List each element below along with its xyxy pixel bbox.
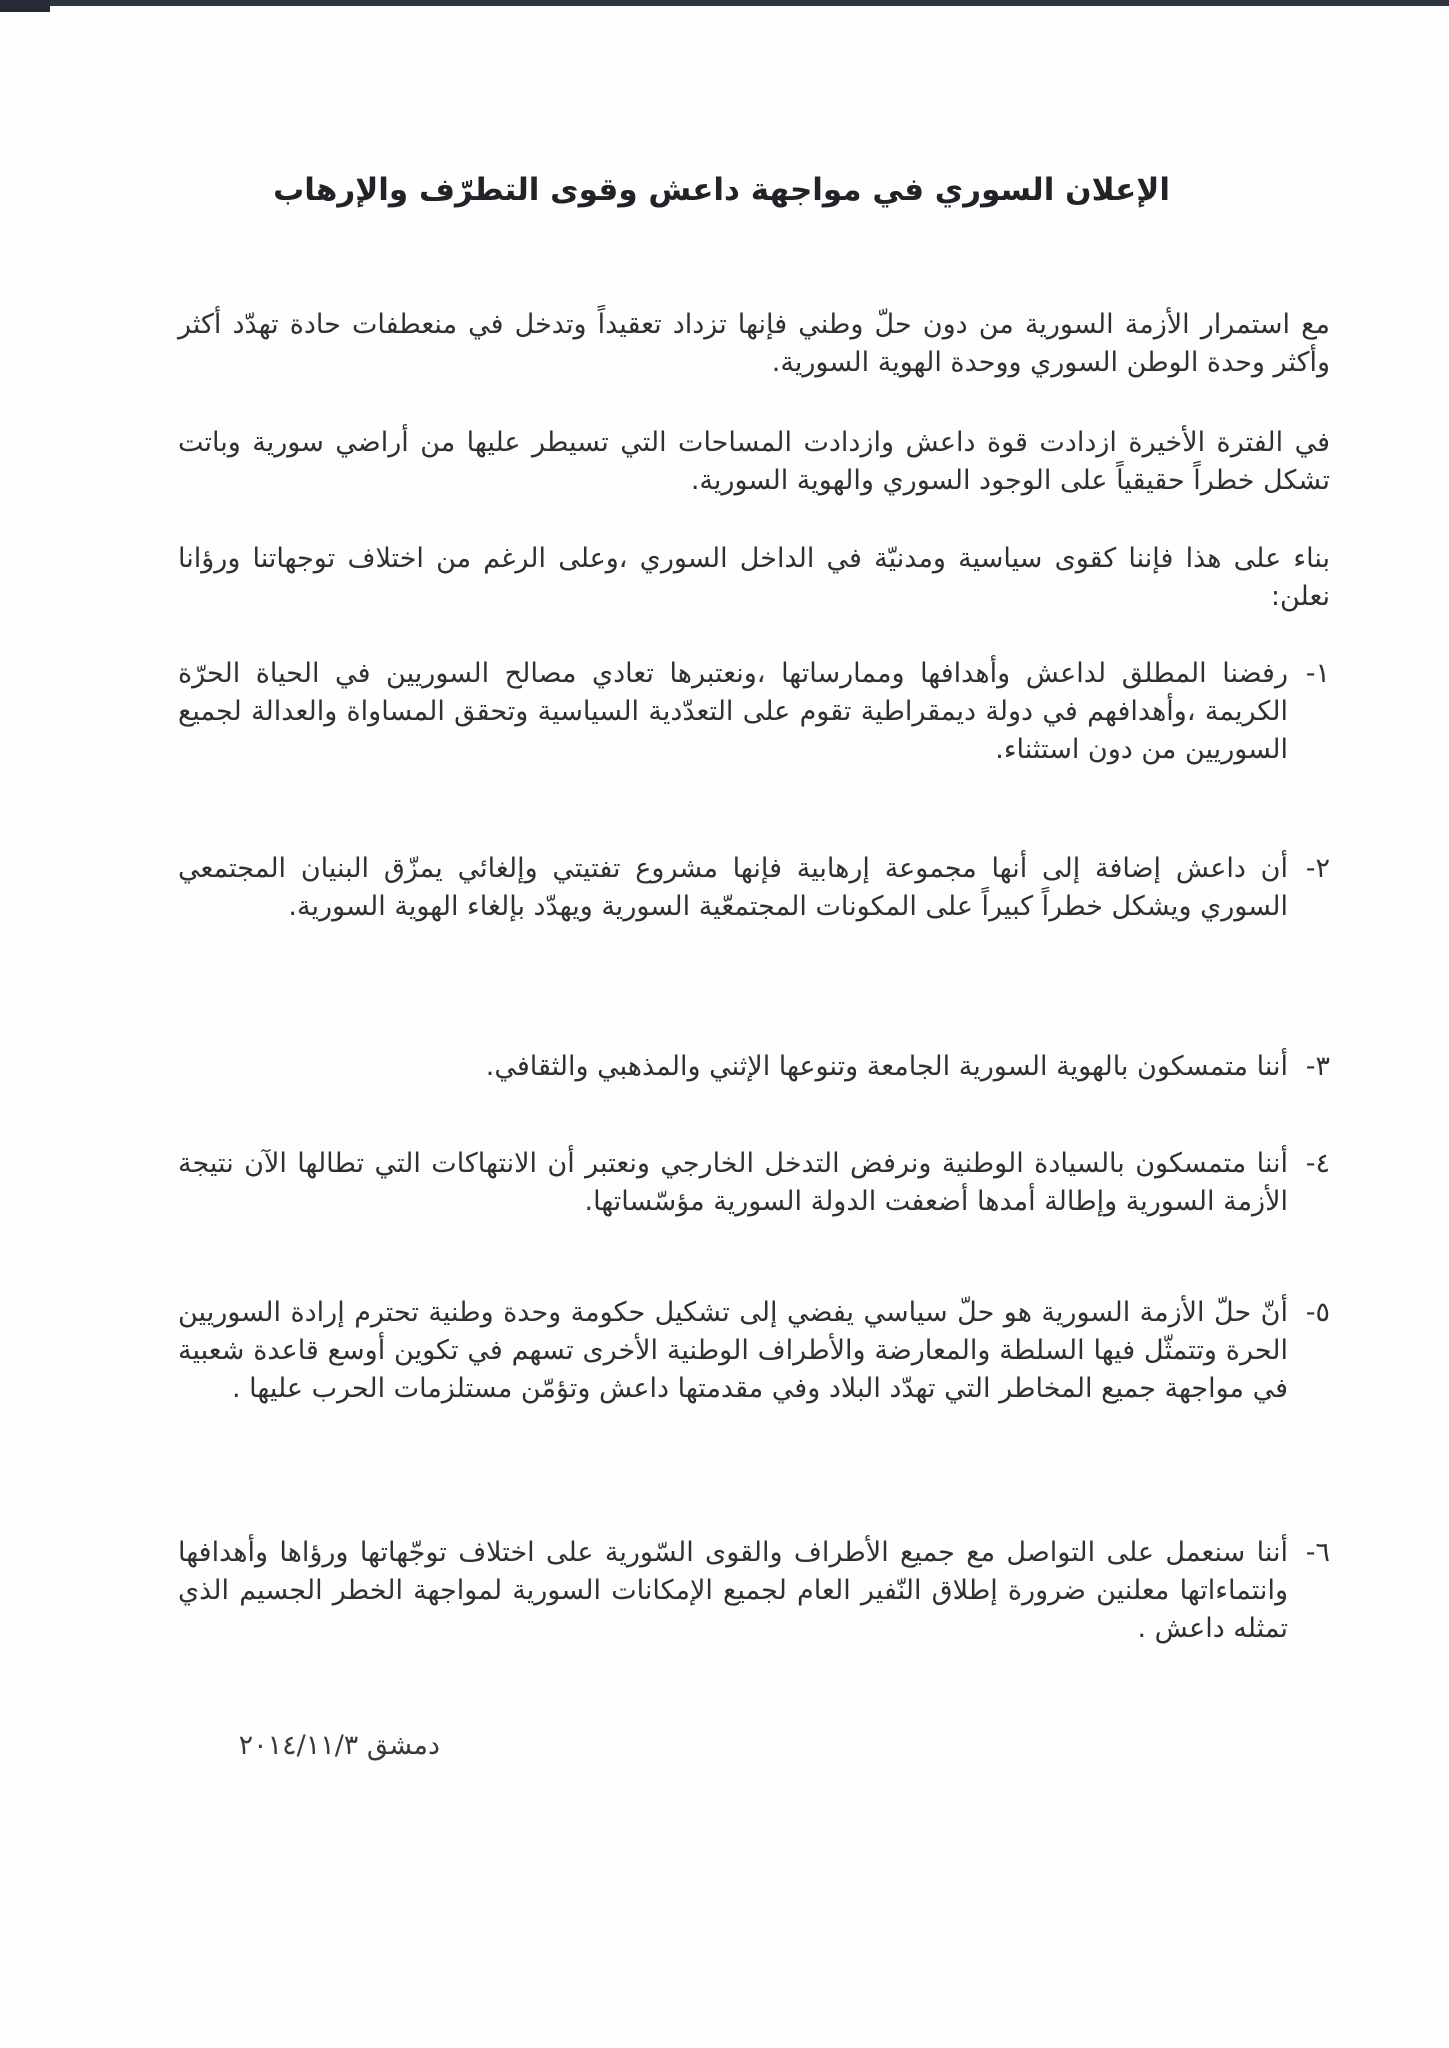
list-item-number: ٢- <box>1305 853 1330 884</box>
list-item <box>178 1294 1330 1408</box>
paragraph-context: في الفترة الأخيرة ازدادت قوة داعش وازدادت المساحات التي تسيطر عليها من أراضي سورية وباتت تشكل خطراً حقيقياً على الوجود السوري والهوية السورية. <box>178 427 1330 496</box>
scanner-edge-corner <box>0 0 50 12</box>
list-item <box>178 655 1330 769</box>
list-item-text: رفضنا المطلق لداعش وأهدافها وممارساتها ،ونعتبرها تعادي مصالح السوريين في الحياة الحرّة الكريمة ،وأهدافهم في دولة ديمقراطية تقوم على التعدّدية السياسية وتحقق المساواة والعدالة لجميع السوريين من دون استثناء. <box>178 658 1288 765</box>
paragraph-intro: مع استمرار الأزمة السورية من دون حلّ وطني فإنها تزداد تعقيداً وتدخل في منعطفات حادة تهدّد أكثر وأكثر وحدة الوطن السوري ووحدة الهوية السورية. <box>178 309 1330 378</box>
document-title: الإعلان السوري في مواجهة داعش وقوى التطرّف والإرهاب <box>273 172 1170 208</box>
paragraph-declaration: بناء على هذا فإننا كقوى سياسية ومدنيّة في الداخل السوري ،وعلى الرغم من اختلاف توجهاتنا ورؤانا نعلن: <box>178 543 1330 612</box>
list-item-text: أنّ حلّ الأزمة السورية هو حلّ سياسي يفضي إلى تشكيل حكومة وحدة وطنية تحترم إرادة السوريين الحرة وتتمثّل فيها السلطة والمعارضة والأطراف الوطنية الأخرى تسهم في تكوين أوسع قاعدة شعبية في مواجهة جميع المخاطر التي تهدّد البلاد وفي مقدمتها داعش وتؤمّن مستلزمات الحرب عليها . <box>178 1297 1288 1404</box>
list-item <box>178 1534 1330 1648</box>
place-and-date: دمشق ٢٠١٤/١١/٣ <box>238 1730 440 1761</box>
list-item-number: ٣- <box>1305 1051 1330 1082</box>
list-item-number: ٤- <box>1305 1148 1330 1179</box>
list-item-text: أننا سنعمل على التواصل مع جميع الأطراف والقوى السّورية على اختلاف توجّهاتها ورؤاها وأهدافها وانتماءاتها معلنين ضرورة إطلاق النّفير العام لجميع الإمكانات السورية لمواجهة الخطر الجسيم الذي تمثله داعش . <box>178 1537 1288 1644</box>
list-item <box>178 1145 1330 1221</box>
list-item-number: ٦- <box>1305 1537 1330 1568</box>
list-item-text: أننا متمسكون بالهوية السورية الجامعة وتنوعها الإثني والمذهبي والثقافي. <box>485 1051 1288 1082</box>
list-item <box>178 1048 1330 1086</box>
list-item-text: أننا متمسكون بالسيادة الوطنية ونرفض التدخل الخارجي ونعتبر أن الانتهاكات التي تطالها الآن نتيجة الأزمة السورية وإطالة أمدها أضعفت الدولة السورية مؤسّساتها. <box>178 1148 1288 1217</box>
list-item-number: ١- <box>1305 658 1330 689</box>
scanner-edge-strip <box>0 0 1449 6</box>
list-item <box>178 850 1330 926</box>
list-item-number: ٥- <box>1305 1297 1330 1328</box>
list-item-text: أن داعش إضافة إلى أنها مجموعة إرهابية فإنها مشروع تفتيتي وإلغائي يمزّق البنيان المجتمعي السوري ويشكل خطراً كبيراً على المكونات المجتمعّية السورية ويهدّد بإلغاء الهوية السورية. <box>178 853 1288 922</box>
